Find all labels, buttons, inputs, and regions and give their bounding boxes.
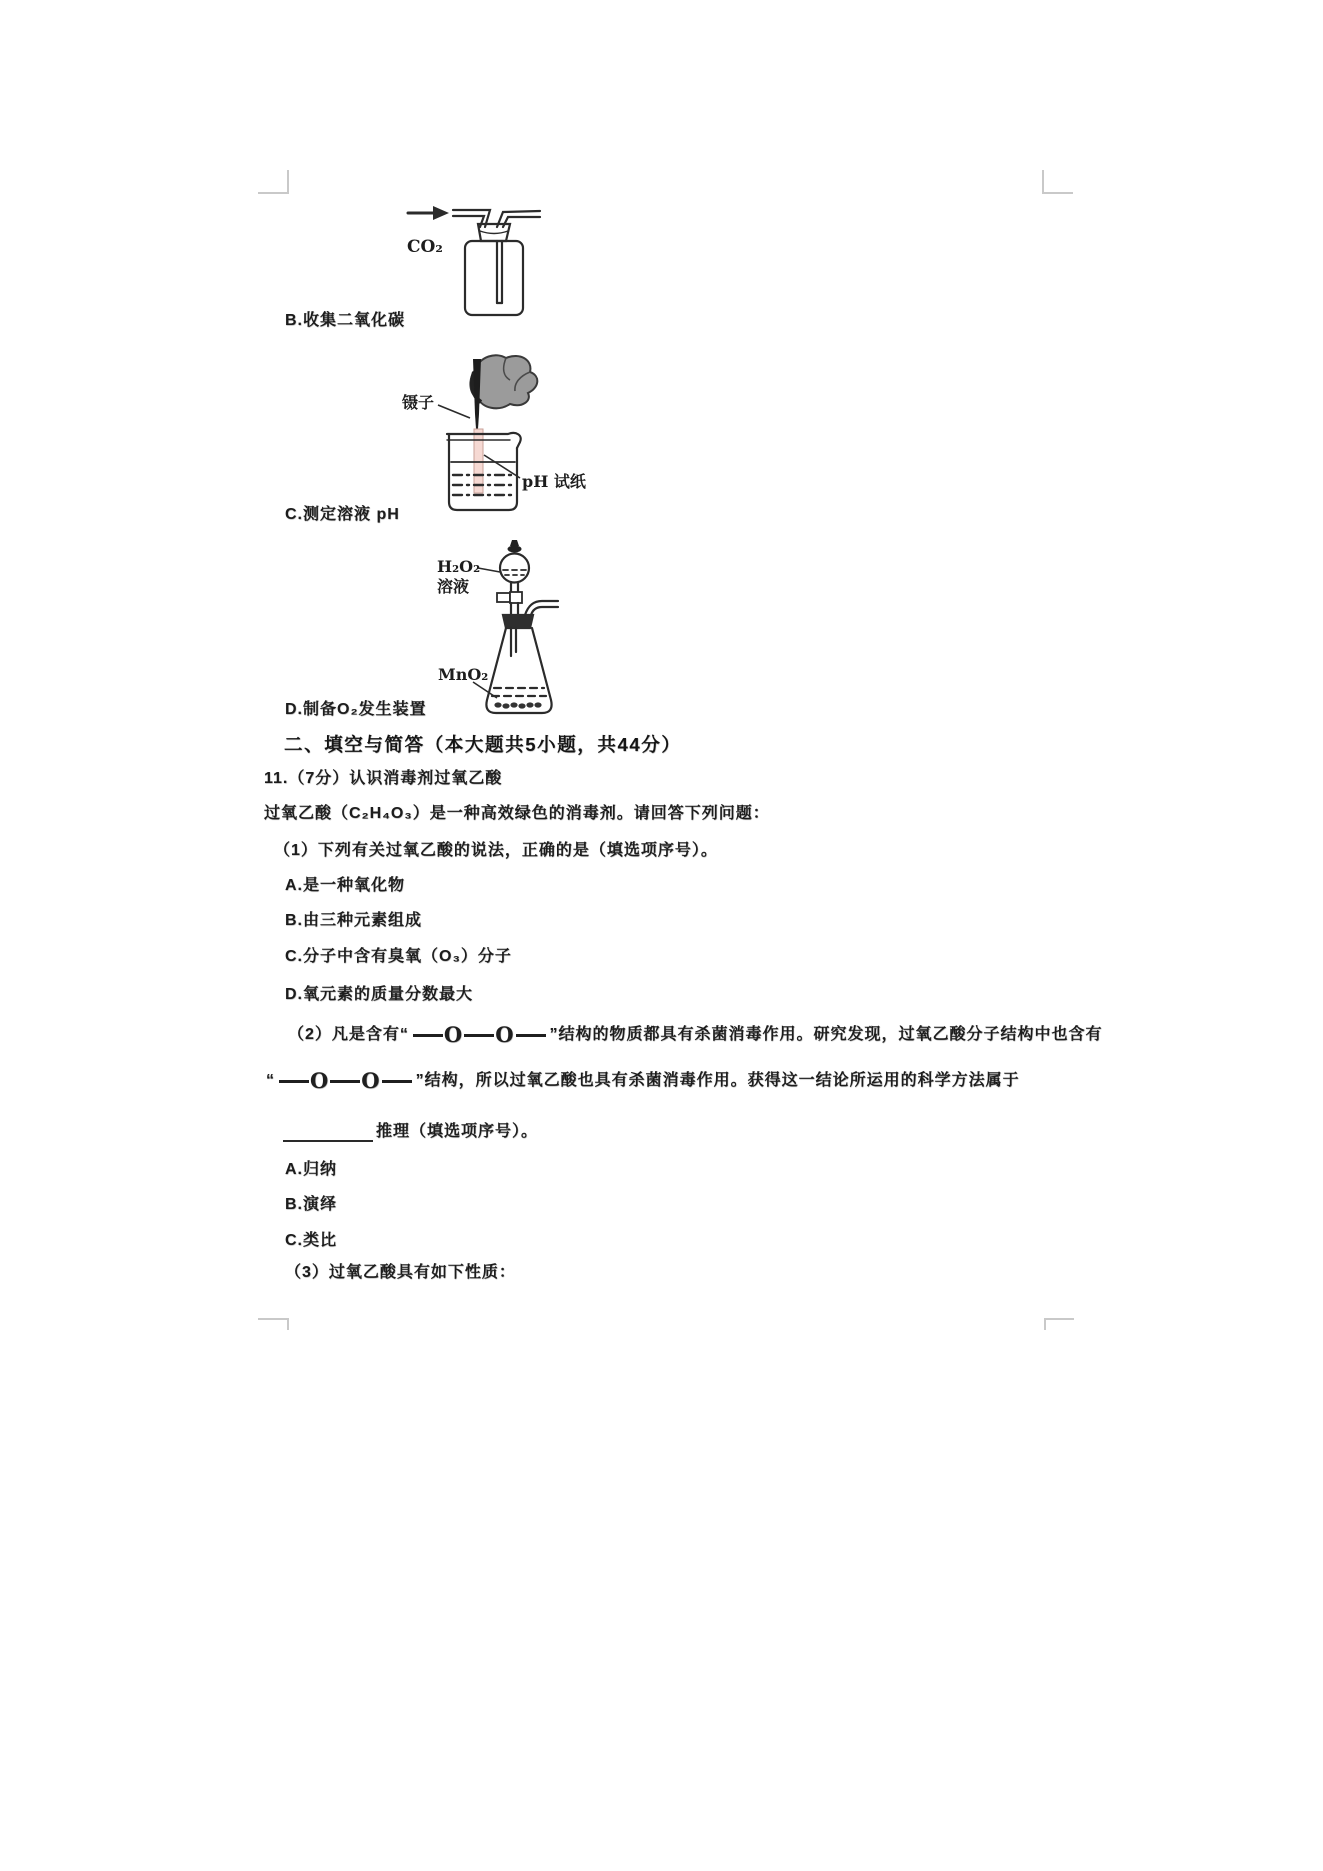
q11-part2-line2	[266, 1067, 1020, 1093]
apparatus-d-caption	[285, 699, 427, 721]
answer-blank[interactable]	[283, 1123, 373, 1142]
h2o2-callout-line	[478, 568, 500, 572]
text-run: （3）过氧乙酸具有如下性质：	[285, 1264, 516, 1281]
q11-part2-blank-line	[283, 1121, 538, 1143]
mno2-particles	[494, 702, 541, 708]
page-corner-mark-top-left	[258, 170, 289, 194]
text-run: “	[266, 1072, 275, 1089]
mno2-callout-line	[473, 682, 497, 698]
q11-part2-option-b	[285, 1194, 337, 1216]
text-run: C.类比	[285, 1232, 338, 1249]
tweezers-label: 镊子	[402, 393, 435, 412]
bond-dash	[464, 1034, 494, 1037]
q11-part1-option-b	[285, 910, 422, 932]
question-11-intro	[264, 803, 770, 825]
question-11-header	[264, 768, 502, 790]
apparatus-b-caption	[285, 310, 405, 332]
q11-part2-option-c	[285, 1230, 337, 1252]
page-corner-mark-bottom-right	[1044, 1318, 1074, 1330]
q11-part2-option-a	[285, 1159, 337, 1181]
text-run: （1）下列有关过氧乙酸的说法，正确的是（填选项序号）。	[274, 842, 718, 859]
bond-dash	[382, 1080, 412, 1083]
text-run: （2）凡是含有“	[288, 1026, 409, 1043]
h2o2-label-line2: 溶液	[437, 577, 470, 596]
text-run: A.归纳	[285, 1161, 338, 1178]
page-corner-mark-bottom-left	[258, 1318, 289, 1330]
q11-part1-prompt	[274, 840, 718, 862]
text-run: D.制备O₂发生装置	[285, 701, 427, 718]
oxygen-atom-symbol: O	[310, 1067, 330, 1093]
oxygen-atom-symbol: O	[495, 1021, 515, 1047]
text-run: 推理（填选项序号）。	[376, 1123, 539, 1140]
section-heading	[284, 734, 681, 756]
text-run: ”结构的物质都具有杀菌消毒作用。研究发现，过氧乙酸分子结构中也含有	[549, 1026, 1103, 1043]
apparatus-c-ph-test-figure	[390, 350, 595, 515]
oxygen-atom-symbol: O	[361, 1067, 381, 1093]
peroxide-bond-graphic	[412, 1021, 547, 1047]
text-run: 过氧乙酸（C₂H₄O₃）是一种高效绿色的消毒剂。请回答下列问题：	[264, 805, 770, 822]
q11-part1-option-d	[285, 984, 473, 1006]
text-run: B.演绎	[285, 1196, 338, 1213]
text-run: B.收集二氧化碳	[285, 312, 406, 329]
bond-dash	[413, 1034, 443, 1037]
mno2-label: MnO₂	[438, 665, 489, 684]
h2o2-label: H₂O₂	[437, 557, 481, 576]
bond-dash	[279, 1080, 309, 1083]
gas-flow-arrow	[408, 206, 449, 220]
oxygen-atom-symbol: O	[443, 1021, 464, 1047]
text-run: 二、填空与简答（本大题共5小题，共44分）	[284, 734, 682, 755]
q11-part3-prompt	[285, 1262, 516, 1284]
text-run: B.由三种元素组成	[285, 912, 423, 929]
text-run: A.是一种氧化物	[285, 877, 406, 894]
text-run: 11.（7分）认识消毒剂过氧乙酸	[264, 770, 503, 787]
q11-part2-line1	[288, 1021, 1103, 1047]
tweezers-callout-line	[438, 405, 470, 418]
text-run: C.分子中含有臭氧（O₃）分子	[285, 948, 512, 965]
text-run: C.测定溶液 pH	[285, 506, 400, 523]
ph-paper-label: pH 试纸	[522, 472, 586, 491]
apparatus-d-o2-generator-figure	[430, 538, 580, 723]
text-run: D.氧元素的质量分数最大	[285, 986, 474, 1003]
apparatus-c-caption	[285, 504, 400, 526]
bond-dash	[330, 1080, 360, 1083]
apparatus-b-gas-bottle-figure	[400, 200, 570, 325]
peroxide-bond-graphic	[278, 1067, 413, 1093]
page-corner-mark-top-right	[1042, 170, 1073, 194]
text-run: ”结构，所以过氧乙酸也具有杀菌消毒作用。获得这一结论所运用的科学方法属于	[415, 1072, 1020, 1089]
ph-paper-strip	[474, 429, 483, 493]
q11-part1-option-c	[285, 946, 512, 968]
co2-label: CO₂	[407, 237, 443, 257]
q11-part1-option-a	[285, 875, 405, 897]
bond-dash	[516, 1034, 546, 1037]
